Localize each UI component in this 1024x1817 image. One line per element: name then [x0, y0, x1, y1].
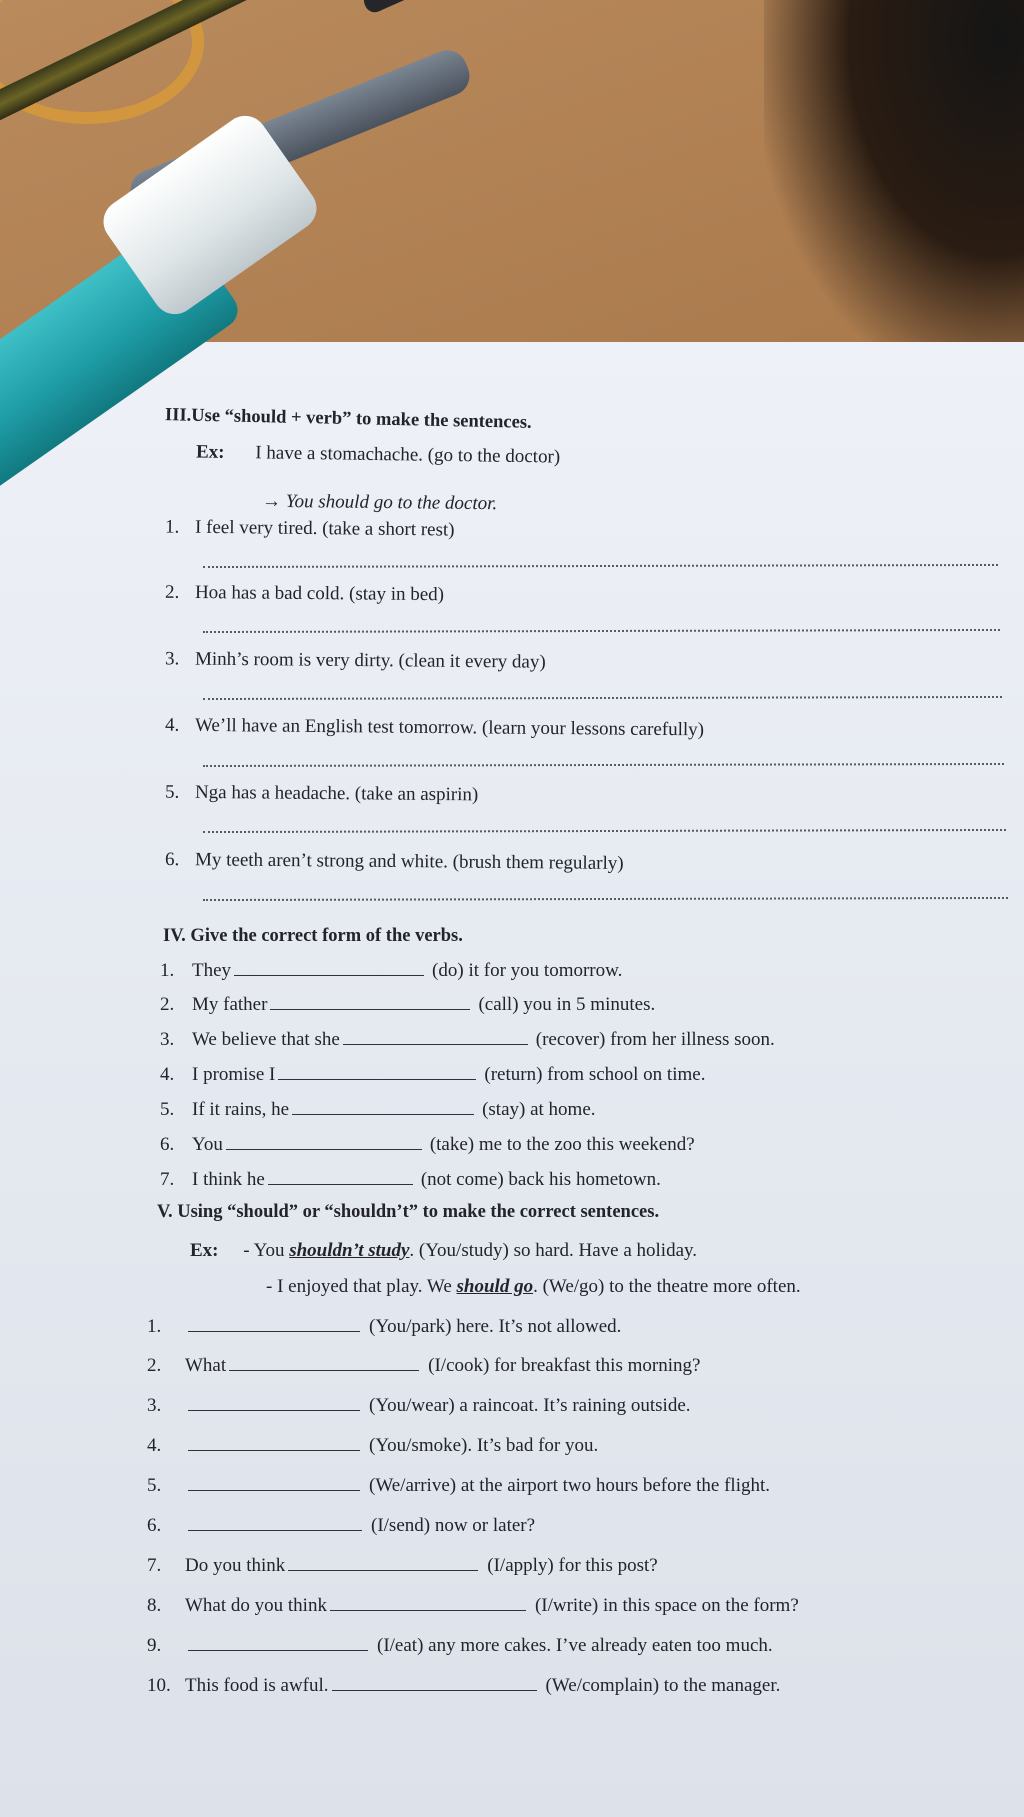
answer-blank[interactable]	[226, 1134, 422, 1150]
item-number: 9.	[147, 1635, 162, 1656]
list-item	[147, 1555, 658, 1577]
item-number: 10.	[147, 1675, 171, 1696]
ex-label: Ex:	[195, 441, 225, 463]
item-text-after: (I/send) now or later?	[371, 1515, 536, 1536]
section4-heading: IV. Give the correct form of the verbs.	[163, 926, 463, 946]
list-item	[147, 1475, 770, 1497]
ex-answer: → You should go to the doctor.	[261, 490, 498, 515]
item-text-before: What do you think	[185, 1595, 327, 1616]
list-item	[147, 1395, 691, 1417]
section3-heading-prefix: III.	[164, 405, 192, 426]
section5-example-2	[266, 1276, 801, 1298]
ex2-answer: should go	[456, 1276, 534, 1297]
answer-blank[interactable]	[343, 1029, 528, 1045]
list-item	[165, 715, 704, 742]
item-number: 2.	[164, 581, 180, 603]
item-text-before: I think he	[192, 1169, 265, 1190]
item-number: 5.	[160, 1099, 175, 1120]
section3-heading-text: Use “should + verb” to make the sentences.	[191, 405, 532, 433]
list-item	[160, 960, 622, 982]
answer-blank[interactable]	[330, 1595, 526, 1611]
ex2-before: - I enjoyed that play. We	[266, 1276, 452, 1297]
item-number: 4.	[160, 1064, 175, 1085]
item-text-before: This food is awful.	[185, 1675, 329, 1696]
item-number: 3.	[147, 1395, 162, 1416]
list-item	[160, 1029, 775, 1051]
item-number: 8.	[147, 1595, 162, 1616]
section5-example-1	[190, 1240, 697, 1262]
answer-blank[interactable]	[188, 1515, 362, 1531]
answer-blank[interactable]	[229, 1355, 419, 1371]
item-text-after: (stay) at home.	[482, 1099, 596, 1120]
answer-blank[interactable]	[234, 960, 424, 976]
list-item	[160, 1134, 695, 1156]
item-number: 3.	[160, 1029, 175, 1050]
answer-blank[interactable]	[332, 1675, 537, 1691]
list-item	[160, 1169, 661, 1191]
list-item	[147, 1635, 773, 1657]
item-text-after: (call) you in 5 minutes.	[478, 994, 656, 1015]
list-item	[165, 849, 624, 875]
answer-blank[interactable]	[188, 1395, 360, 1411]
item-number: 2.	[147, 1355, 162, 1376]
item-number: 1.	[160, 960, 175, 981]
list-item	[160, 1099, 596, 1121]
ex1-answer: shouldn’t study	[289, 1240, 410, 1261]
list-item	[165, 648, 546, 673]
pen-tip	[361, 0, 480, 15]
answer-blank[interactable]	[188, 1475, 360, 1491]
list-item	[165, 582, 444, 606]
item-text-after: (recover) from her illness soon.	[535, 1029, 775, 1050]
item-number: 6.	[164, 848, 180, 871]
item-number: 5.	[164, 781, 180, 803]
list-item	[160, 1064, 705, 1086]
ex-sentence: I have a stomachache. (go to the doctor)	[255, 442, 561, 468]
answer-blank[interactable]	[188, 1435, 360, 1451]
list-item	[147, 1675, 780, 1697]
section5-heading: V. Using “should” or “shouldn’t” to make the correct sentences.	[157, 1202, 660, 1222]
answer-blank[interactable]	[288, 1555, 478, 1571]
item-text-before: If it rains, he	[192, 1099, 290, 1120]
item-text-after: (I/eat) any more cakes. I’ve already eaten too much.	[377, 1635, 773, 1656]
item-text-after: (I/apply) for this post?	[487, 1555, 658, 1576]
item-text: Minh’s room is very dirty. (clean it every day)	[194, 648, 546, 673]
item-number: 1.	[164, 516, 180, 538]
item-text-before: We believe that she	[192, 1029, 340, 1050]
list-item	[160, 994, 655, 1016]
list-item	[147, 1595, 799, 1617]
item-text-before: What	[185, 1355, 227, 1376]
item-number: 5.	[147, 1475, 162, 1496]
answer-blank[interactable]	[188, 1635, 368, 1651]
answer-blank[interactable]	[292, 1099, 474, 1115]
item-text-after: (You/wear) a raincoat. It’s raining outside.	[369, 1395, 691, 1416]
item-text-after: (I/write) in this space on the form?	[534, 1595, 799, 1616]
item-number: 7.	[147, 1555, 162, 1576]
list-item	[147, 1316, 621, 1338]
ex1-before: - You	[243, 1240, 285, 1261]
ex-label: Ex:	[190, 1240, 219, 1261]
item-text-after: (do) it for you tomorrow.	[432, 960, 623, 981]
list-item	[165, 782, 478, 807]
item-number: 4.	[147, 1435, 162, 1456]
item-text-after: (I/cook) for breakfast this morning?	[428, 1355, 701, 1376]
item-text: Nga has a headache. (take an aspirin)	[194, 781, 479, 806]
item-number: 3.	[164, 648, 180, 670]
item-text-before: They	[192, 960, 232, 981]
item-text-before: I promise I	[192, 1064, 276, 1085]
item-text-after: (return) from school on time.	[484, 1064, 706, 1085]
item-text-after: (not come) back his hometown.	[420, 1169, 661, 1190]
answer-blank[interactable]	[278, 1064, 476, 1080]
answer-blank[interactable]	[270, 994, 470, 1010]
item-number: 4.	[164, 714, 180, 736]
list-item	[165, 516, 455, 541]
ex2-after: . (We/go) to the theatre more often.	[533, 1276, 801, 1297]
list-item	[147, 1355, 700, 1377]
item-text-before: My father	[192, 994, 268, 1015]
desk-shadow	[764, 0, 1024, 380]
item-text-before: You	[192, 1134, 223, 1155]
item-text: We’ll have an English test tomorrow. (learn your lessons carefully)	[194, 714, 705, 741]
ex1-after: . (You/study) so hard. Have a holiday.	[409, 1240, 698, 1261]
item-text-after: (You/park) here. It’s not allowed.	[369, 1316, 622, 1337]
item-text-before: Do you think	[185, 1555, 286, 1576]
item-number: 2.	[160, 994, 175, 1015]
item-text-after: (You/smoke). It’s bad for you.	[369, 1435, 599, 1456]
item-text-after: (We/complain) to the manager.	[545, 1675, 781, 1696]
item-number: 6.	[160, 1134, 175, 1155]
item-text: Hoa has a bad cold. (stay in bed)	[194, 582, 445, 606]
answer-blank[interactable]	[268, 1169, 413, 1185]
item-number: 6.	[147, 1515, 162, 1536]
item-number: 1.	[147, 1316, 162, 1337]
list-item	[147, 1435, 598, 1457]
item-text: I feel very tired. (take a short rest)	[194, 516, 455, 541]
list-item	[147, 1515, 535, 1537]
item-text-after: (We/arrive) at the airport two hours before the flight.	[369, 1475, 771, 1496]
item-number: 7.	[160, 1169, 175, 1190]
item-text-after: (take) me to the zoo this weekend?	[429, 1134, 695, 1155]
answer-blank[interactable]	[188, 1316, 360, 1332]
item-text: My teeth aren’t strong and white. (brush them regularly)	[194, 849, 624, 875]
